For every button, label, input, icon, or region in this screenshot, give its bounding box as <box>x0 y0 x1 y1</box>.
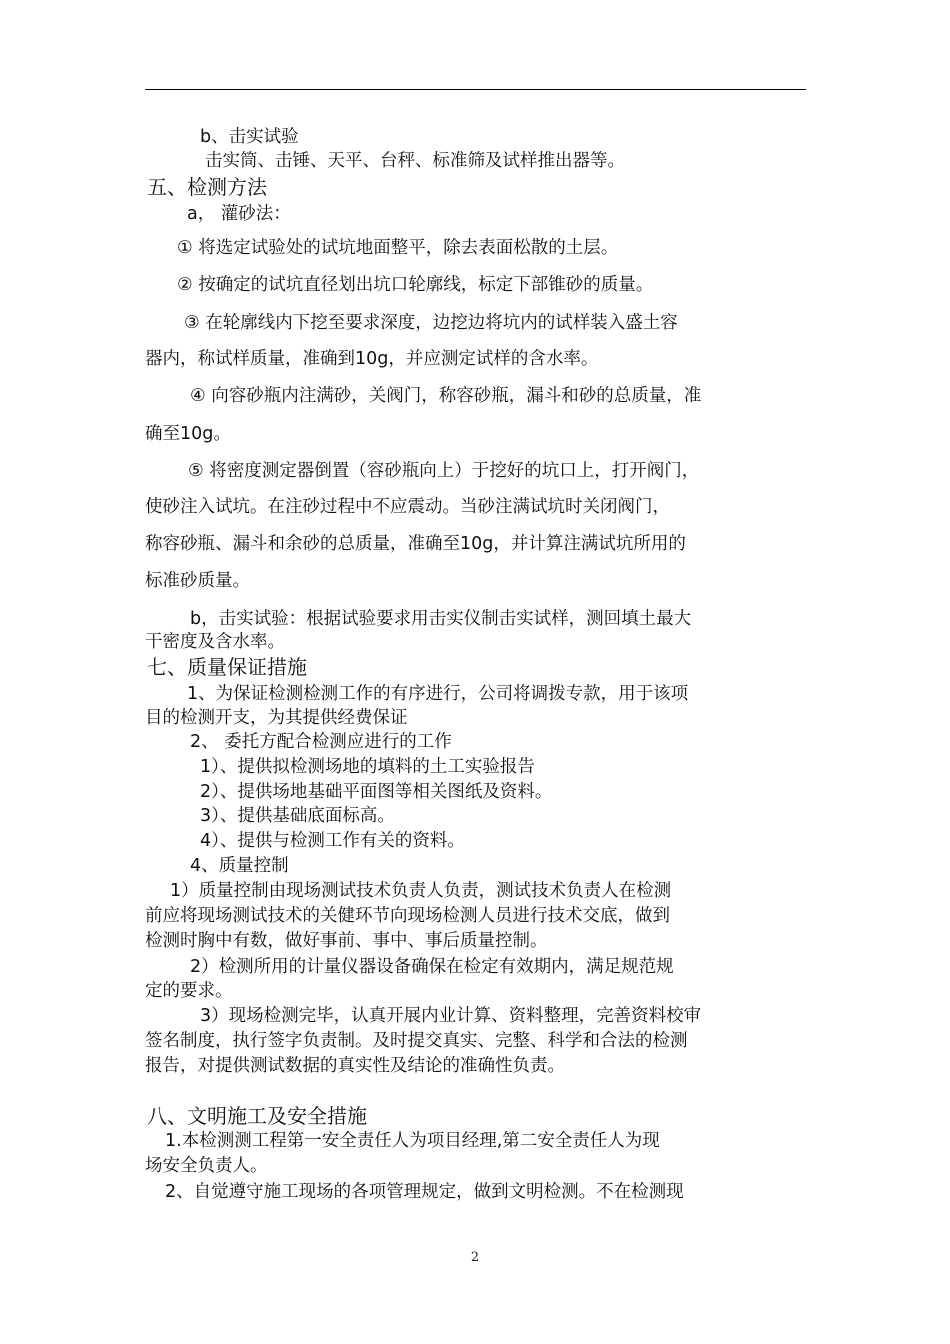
section-heading: 七、质量保证措施 <box>147 655 307 679</box>
text-line: b，击实试验：根据试验要求用击实仪制击实试样，测回填土最大 <box>190 609 692 629</box>
text-line: ④ 向容砂瓶内注满砂，关阀门，称容砂瓶，漏斗和砂的总质量，准 <box>190 386 702 406</box>
text-line: 2）、提供场地基础平面图等相关图纸及资料。 <box>200 782 553 802</box>
header-rule <box>145 89 806 90</box>
text-line: 2）检测所用的计量仪器设备确保在检定有效期内，满足规范规 <box>190 957 674 977</box>
text-line: 4）、提供与检测工作有关的资料。 <box>200 831 465 851</box>
page-number: 2 <box>470 1250 480 1265</box>
text-line: 2、自觉遵守施工现场的各项管理规定，做到文明检测。不在检测现 <box>165 1182 684 1202</box>
section-heading: 八、文明施工及安全措施 <box>147 1104 367 1128</box>
text-line: 干密度及含水率。 <box>145 632 285 652</box>
text-line: b、击实试验 <box>200 127 299 147</box>
text-line: 1.本检测测工程第一安全责任人为项目经理,第二安全责任人为现 <box>165 1131 660 1151</box>
text-line: 4、质量控制 <box>190 856 289 876</box>
text-line: 1）质量控制由现场测试技术负责人负责，测试技术负责人在检测 <box>170 881 672 901</box>
text-line: 确至10g。 <box>145 424 231 444</box>
text-line: ② 按确定的试坑直径划出坑口轮廓线，标定下部锥砂的质量。 <box>177 275 654 295</box>
text-line: ⑤ 将密度测定器倒置（容砂瓶向上）于挖好的坑口上，打开阀门， <box>188 461 700 481</box>
text-line: 目的检测开支，为其提供经费保证 <box>145 708 408 728</box>
text-line: 称容砂瓶、漏斗和余砂的总质量，准确至10g，并计算注满试坑所用的 <box>145 534 686 554</box>
text-line: 使砂注入试坑。在注砂过程中不应震动。当砂注满试坑时关闭阀门， <box>145 497 670 517</box>
text-line: 击实筒、击锤、天平、台秤、标准筛及试样推出器等。 <box>205 151 625 171</box>
text-line: 1、为保证检测检测工作的有序进行，公司将调拨专款，用于该项 <box>187 684 689 704</box>
text-line: 3）、提供基础底面标高。 <box>200 806 395 826</box>
text-line: 2、 委托方配合检测应进行的工作 <box>190 732 452 752</box>
text-line: 器内，称试样质量，准确到10g，并应测定试样的含水率。 <box>145 349 599 369</box>
text-line: ③ 在轮廓线内下挖至要求深度，边挖边将坑内的试样装入盛土容 <box>184 313 678 333</box>
text-line: 检测时胸中有数，做好事前、事中、事后质量控制。 <box>145 931 548 951</box>
text-line: 标准砂质量。 <box>145 571 250 591</box>
text-line: ① 将选定试验处的试坑地面整平，除去表面松散的土层。 <box>177 238 619 258</box>
text-line: 签名制度，执行签字负责制。及时提交真实、完整、科学和合法的检测 <box>145 1031 688 1051</box>
text-line: 定的要求。 <box>145 981 233 1001</box>
section-heading: 五、检测方法 <box>147 175 267 199</box>
text-line: 场安全负责人。 <box>145 1156 268 1176</box>
text-line: 前应将现场测试技术的关健环节向现场检测人员进行技术交底，做到 <box>145 906 670 926</box>
text-line: a， 灌砂法： <box>187 204 291 224</box>
text-line: 1）、提供拟检测场地的填料的土工实验报告 <box>200 757 535 777</box>
text-line: 3）现场检测完毕，认真开展内业计算、资料整理，完善资料校审 <box>200 1006 702 1026</box>
text-line: 报告，对提供测试数据的真实性及结论的准确性负责。 <box>145 1056 565 1076</box>
